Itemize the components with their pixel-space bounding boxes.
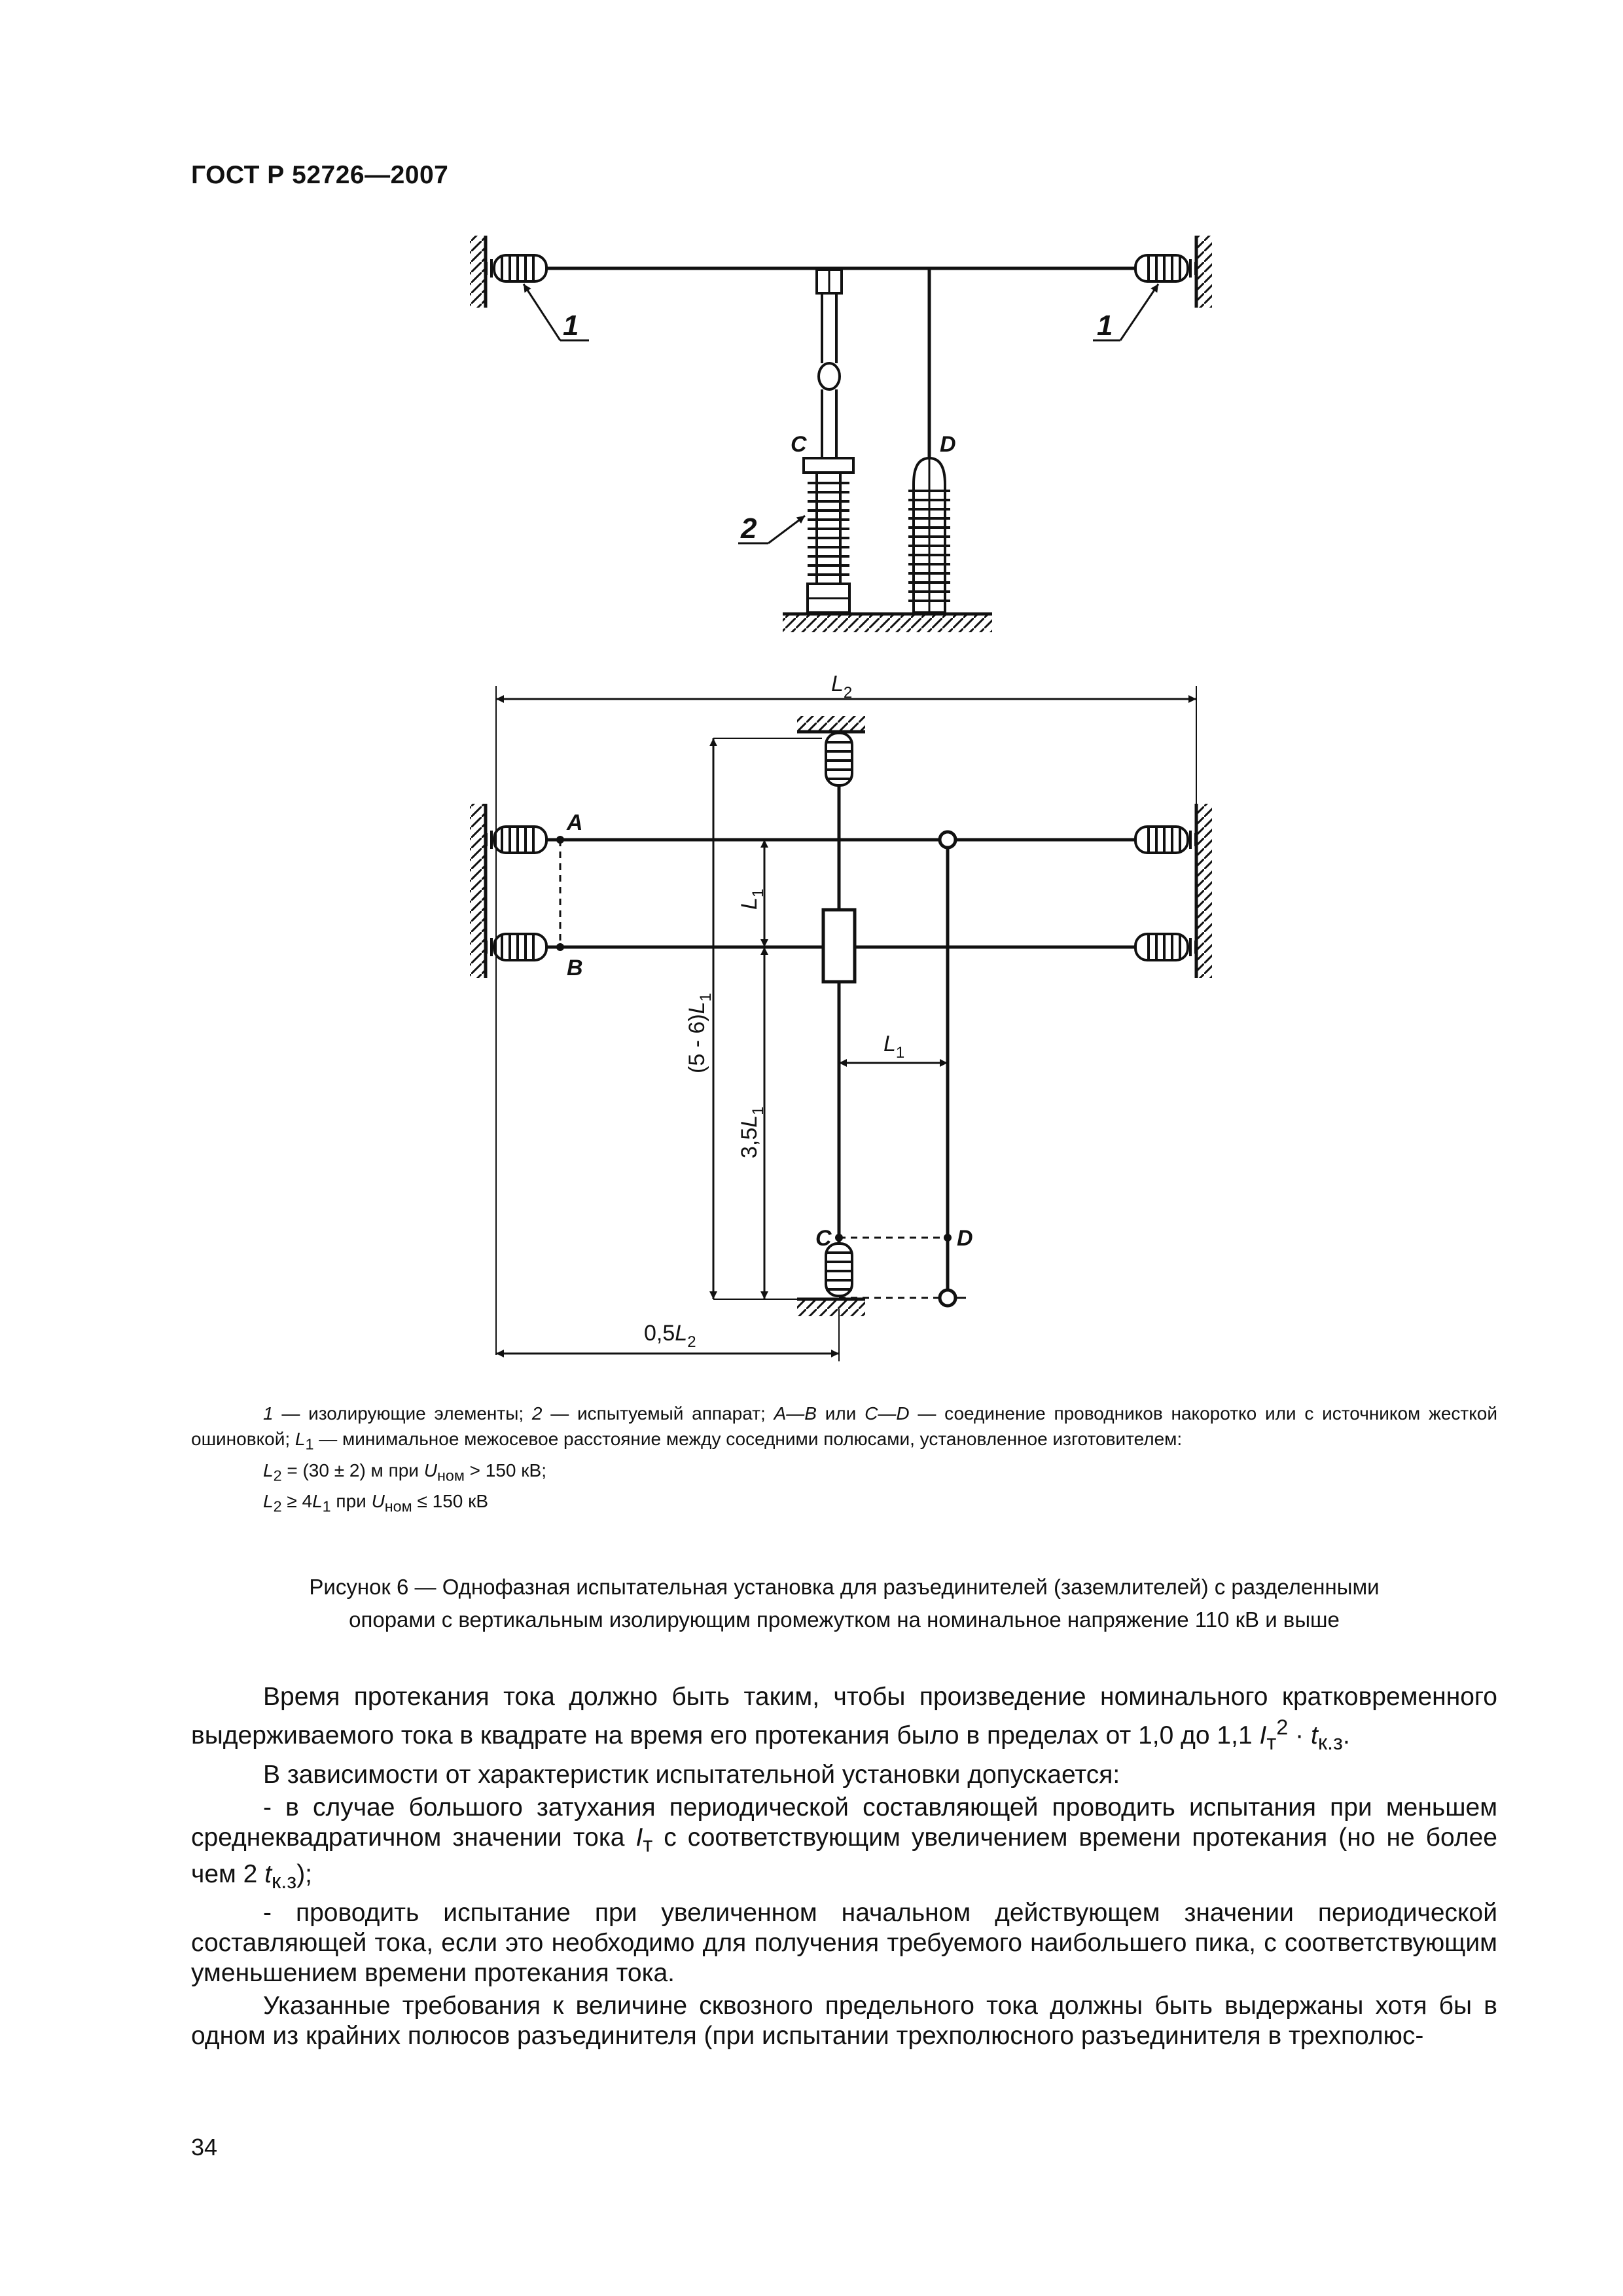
figure-caption: Рисунок 6 — Однофазная испытательная установка для разъединителей (заземлителей) с разделенными опорами с вертикальным изолирующим промежутком на номинальное напряжение 110 кВ и выше xyxy=(309,1575,1380,1632)
wall-left xyxy=(470,236,486,308)
label-apparatus: 2 xyxy=(741,512,757,545)
legend-formula-2: $L_2 \ge 4L_1$ при $U_{ном} \le 150$ кВ xyxy=(263,1491,489,1515)
insulator-left-icon xyxy=(486,255,546,281)
paragraph-2: В зависимости от характеристик испытательной установки допускается: xyxy=(263,1760,1120,1789)
insulator-b-left-icon xyxy=(486,934,546,960)
label-point-c-top: C xyxy=(791,432,807,457)
body-text xyxy=(191,1682,1497,2054)
page-number: 34 xyxy=(191,2134,218,2161)
support-insulator-d-icon xyxy=(908,458,950,613)
figure-legend: 1 — изолирующие элементы; 2 — испытуемый аппарат; A—B или C—D — соединение проводников накоротко или с источником жесткой ошиновкой; $L_1$ — минимальное межосевое расстояние между соседними полюсами, установленное изготовителем: $L_2 = (30 \pm 2)$ м при $U_{ном} > 150$ кВ; $L_2 \ge 4L_1$ при $U_{ном} \le 150$ кВ xyxy=(191,1401,1497,1520)
standard-header: ГОСТ Р 52726—2007 xyxy=(191,161,449,189)
apparatus-box xyxy=(823,910,855,982)
label-insulator-left: 1 xyxy=(563,310,579,342)
insulator-bottom-vertical-icon xyxy=(826,1244,852,1296)
paragraph-1: Время протекания тока должно быть таким, чтобы произведение номинального кратковременного выдерживаемого тока в квадрате на время его протекания было в пределах от 1,0 до 1,1 $I_т^2 \cdot t_{к.з}$. xyxy=(191,1683,1497,1754)
label-point-a: A xyxy=(567,810,583,835)
legend-formula-1: $L_2 = (30 \pm 2)$ м при $U_{ном} > 150$ кВ; xyxy=(263,1460,546,1484)
dim-l2: $L_2$ xyxy=(831,672,853,702)
paragraph-3: - в случае большого затухания периодической составляющей проводить испытания при меньшем среднеквадратичном значении тока $I_т$ с соответствующим увеличением времени протекания (но не более чем 2 $t_{к.з}$); xyxy=(191,1793,1497,1893)
dim-half-l2: $0,5L_2$ xyxy=(644,1321,696,1351)
dim-l1-horizontal: $L_1$ xyxy=(883,1031,905,1062)
elevation-view xyxy=(470,236,1212,632)
wall-right xyxy=(1196,236,1212,308)
insulator-a-left-icon xyxy=(486,827,546,853)
plan-wall-right xyxy=(1196,804,1212,978)
dim-l1-vertical: $L_1$ xyxy=(737,888,767,910)
label-point-c: C xyxy=(815,1226,832,1251)
insulator-top-vertical-icon xyxy=(826,733,852,785)
insulator-b-right-icon xyxy=(1135,934,1196,960)
label-point-d-top: D xyxy=(940,432,956,457)
plan-view xyxy=(470,672,1212,1361)
insulator-a-right-icon xyxy=(1135,827,1196,853)
junction-bottom-d xyxy=(940,1290,955,1306)
insulator-right-icon xyxy=(1135,255,1196,281)
dim-5-6-l1: $(5 - 6)L_1$ xyxy=(685,993,715,1073)
paragraph-4: - проводить испытание при увеличенном начальном действующем значении периодической составляющей тока, если это необходимо для получения требуемого наибольшего пика, с соответствующим уменьшением времени протекания тока. xyxy=(191,1899,1497,1988)
label-point-d: D xyxy=(957,1226,973,1251)
label-insulator-right: 1 xyxy=(1097,310,1113,342)
test-apparatus-icon xyxy=(804,458,853,613)
junction-top-d xyxy=(940,832,955,848)
paragraph-5: Указанные требования к величине сквозного предельного тока должны быть выдержаны хотя бы в одном из крайних полюсов разъединителя (при испытании трехполюсного разъединителя в трехполюс- xyxy=(191,1992,1497,2051)
label-point-b: B xyxy=(567,956,583,980)
plan-wall-left xyxy=(470,804,486,978)
dim-3-5-l1: $3,5L_1$ xyxy=(737,1106,767,1158)
